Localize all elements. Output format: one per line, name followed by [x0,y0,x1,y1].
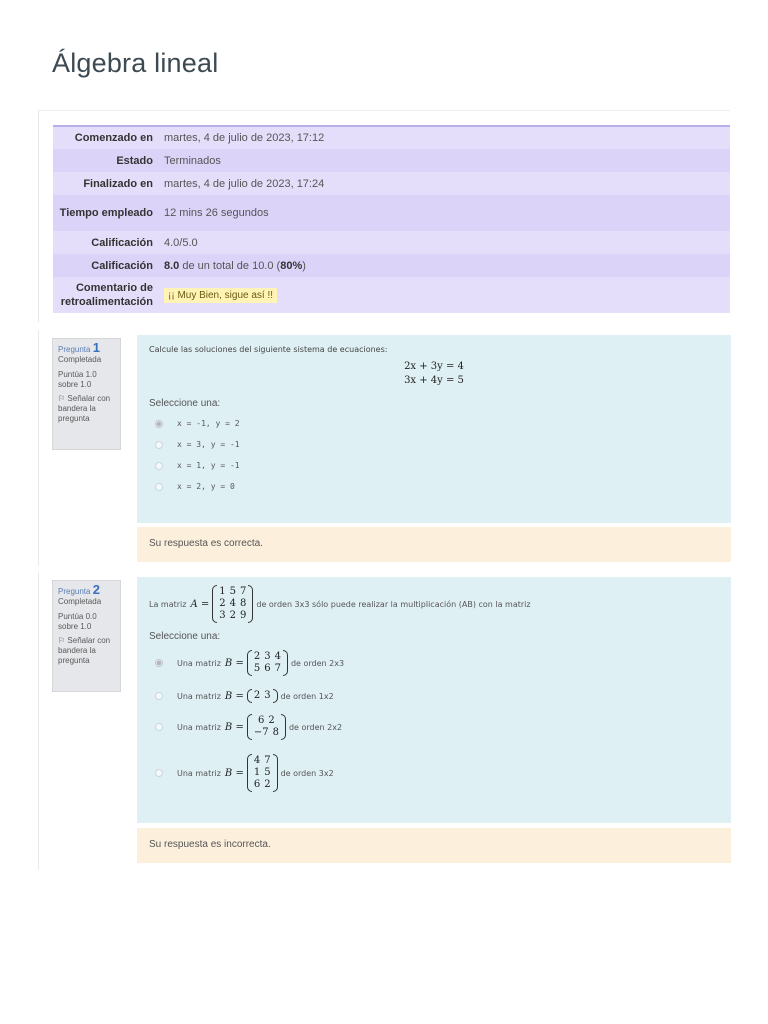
option-prefix: Una matriz [177,658,221,668]
matrix-B [247,689,278,703]
summary-label: Comenzado en [74,132,153,144]
matrix-cell: 5 [253,663,261,674]
matrix-rows [252,754,273,792]
matrix-cell: 3 [219,610,226,621]
summary-value [159,277,730,313]
matrix-cell: 7 [264,755,271,766]
summary-label: Estado [116,154,153,167]
question-2-info [52,580,121,692]
matrix-B [247,714,286,740]
matrix-cell: 4 [274,651,281,662]
radio-button[interactable] [155,420,163,428]
matrix-row [254,690,271,702]
attempt-summary-table [53,125,730,313]
matrix-cell: 5 [229,586,236,597]
question-state: Completada [58,355,102,364]
question-1-outcome: Su respuesta es correcta. [137,527,731,562]
question-points: Puntúa 0.0 sobre 1.0 [58,612,97,631]
matrix-cell: 6 [253,779,261,790]
matrix-row [254,755,271,767]
matrix-cell: 8 [272,727,279,738]
option-suffix: de orden 1x2 [280,691,334,701]
question-points: Puntúa 1.0 sobre 1.0 [58,370,97,389]
radio-button[interactable] [155,723,163,731]
summary-value: Terminados [164,154,221,167]
answer-option[interactable] [149,413,719,434]
question-1-content [137,335,731,523]
summary-row-grade [53,254,730,277]
question-2-outcome: Su respuesta es incorrecta. [137,828,731,863]
matrix-row [254,715,279,727]
right-paren [248,585,253,623]
option-suffix: de orden 2x3 [290,658,345,668]
radio-button[interactable] [155,462,163,470]
question-number: 1 [92,340,100,355]
question-label: Pregunta [58,587,91,596]
equation-system [149,360,719,388]
matrix-row [219,610,246,622]
summary-label: Finalizado en [83,177,153,190]
matrix-cell: 2 [253,651,261,662]
option-label: x = 3, y = -1 [177,440,240,449]
option-label: x = -1, y = 2 [177,419,240,428]
question-text-post: de orden 3x3 sólo puede realizar la multiplicación (AB) con la matriz [256,599,531,609]
matrix-cell: 2 [268,715,275,726]
answer-option[interactable] [149,684,719,708]
right-paren [281,714,286,740]
option-suffix: de orden 3x2 [280,768,334,778]
matrix-rows [217,585,248,623]
answer-option[interactable] [149,476,719,497]
summary-row-marks [53,231,730,254]
summary-value: 4.0/5.0 [164,236,198,249]
grade-value: 8.0 [164,259,180,272]
flag-question-link[interactable]: ⚐ Señalar con bandera la pregunta [58,394,111,423]
matrix-cell: 2 [264,779,271,790]
grade-total: de un total de 10.0 ( [179,259,281,272]
feedback-text: ¡¡ Muy Bien, sigue así !! [164,288,277,303]
page-title: Álgebra lineal [52,48,219,78]
summary-row-time [53,195,730,231]
matrix-cell: 3 [264,651,271,662]
summary-row-feedback [53,277,730,313]
right-paren [273,754,278,792]
answer-options [149,413,719,497]
question-1-block [38,330,742,566]
matrix-B-label: B = [224,721,244,733]
matrix-B [247,754,278,792]
answer-options [149,642,719,800]
equation-1: 2x + 3y = 4 [404,361,464,372]
question-state: Completada [58,597,102,606]
select-prompt: Seleccione una: [149,631,221,642]
matrix-A [212,585,253,623]
matrix-row [254,767,271,779]
matrix-row [254,663,281,675]
matrix-cell: 6 [264,663,271,674]
matrix-cell: 4 [229,598,236,609]
matrix-cell: 1 [219,586,226,597]
matrix-row [254,727,279,739]
summary-label: Tiempo empleado [59,207,153,219]
matrix-cell: 6 [258,715,265,726]
option-prefix: Una matriz [177,722,221,732]
matrix-cell: 7 [274,663,281,674]
question-text: Calcule las soluciones del siguiente sistema de ecuaciones: [149,345,388,354]
question-number: 2 [92,582,100,597]
question-1-info [52,338,121,450]
matrix-B [247,650,288,676]
question-2-content [137,577,731,823]
option-prefix: Una matriz [177,691,221,701]
summary-row-started [53,126,730,149]
matrix-cell: 4 [253,755,261,766]
grade-percent: 80% [280,259,303,272]
matrix-row [254,779,271,791]
radio-button[interactable] [155,692,163,700]
option-suffix: de orden 2x2 [288,722,343,732]
answer-option[interactable] [149,642,719,684]
matrix-row [219,598,246,610]
matrix-rows [252,714,281,740]
question-label: Pregunta [58,345,91,354]
matrix-cell: 2 [219,598,226,609]
answer-option[interactable] [149,708,719,746]
matrix-row [254,651,281,663]
radio-button[interactable] [155,659,163,667]
answer-option[interactable] [149,434,719,455]
matrix-cell: 8 [239,598,247,609]
summary-value [159,254,730,277]
equation-2: 3x + 4y = 5 [404,375,464,386]
matrix-cell: −7 [253,727,269,738]
question-2-block [38,572,742,870]
matrix-cell: 2 [229,610,236,621]
summary-label: Calificación [91,259,153,272]
option-prefix: Una matriz [177,768,221,778]
summary-row-state [53,149,730,172]
radio-button[interactable] [155,483,163,491]
answer-option[interactable] [149,455,719,476]
matrix-cell: 2 [253,690,261,701]
flag-question-link[interactable]: ⚐ Señalar con bandera la pregunta [58,636,111,665]
summary-value: 12 mins 26 segundos [164,207,269,219]
radio-button[interactable] [155,769,163,777]
right-paren [283,650,288,676]
matrix-B-label: B = [224,690,244,702]
right-paren [273,689,278,703]
summary-row-finished [53,172,730,195]
summary-label: Calificación [91,236,153,249]
summary-value: martes, 4 de julio de 2023, 17:12 [164,132,325,144]
flag-icon: ⚐ [58,636,66,645]
summary-label: Comentario de retroalimentación [60,282,153,308]
option-label: x = 2, y = 0 [177,482,235,491]
matrix-cell: 1 [253,767,261,778]
matrix-cell: 7 [239,586,247,597]
matrix-row [219,586,246,598]
matrix-B-label: B = [224,767,244,779]
matrix-rows [252,650,283,676]
radio-button[interactable] [155,441,163,449]
matrix-cell: 5 [264,767,271,778]
matrix-A-label: A = [190,598,210,610]
flag-icon: ⚐ [58,394,66,403]
summary-value: martes, 4 de julio de 2023, 17:24 [164,177,325,190]
question-text [149,585,719,623]
select-prompt: Seleccione una: [149,398,221,409]
matrix-cell: 3 [264,690,271,701]
grade-close: ) [302,259,306,272]
answer-option[interactable] [149,746,719,800]
option-label: x = 1, y = -1 [177,461,240,470]
matrix-cell: 9 [239,610,247,621]
matrix-B-label: B = [224,657,244,669]
matrix-rows [252,689,273,703]
question-text-pre: La matriz [149,599,187,609]
